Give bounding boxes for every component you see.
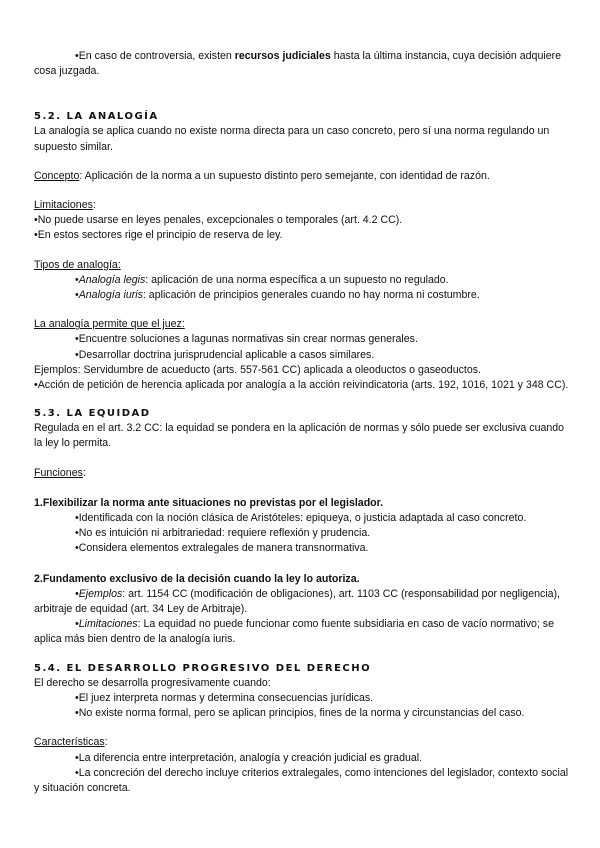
bullet: • bbox=[75, 289, 79, 302]
limitaciones-label bbox=[34, 198, 570, 213]
list-item bbox=[34, 273, 570, 288]
permite-label: La analogía permite que el juez: bbox=[34, 318, 185, 331]
tipo-name: Analogía iuris bbox=[78, 289, 143, 302]
ejemplos-text: : art. 1154 CC (modificación de obligaciones), art. 1103 CC (responsabilidad por negligencia), arbitraje de equidad (art. 34 Ley de Arbitraje). bbox=[34, 587, 560, 616]
funciones-label-text: Funciones bbox=[34, 466, 83, 479]
caracteristicas-label-text: Características bbox=[34, 736, 105, 749]
bullet: • bbox=[75, 273, 79, 286]
limitaciones-label-text: Limitaciones bbox=[34, 199, 93, 212]
list-item: •No es intuición ni arbitrariedad: requiere reflexión y prudencia. bbox=[75, 527, 371, 540]
ejemplos-label: •Ejemplos bbox=[75, 587, 123, 600]
list-item: •La diferencia entre interpretación, analogía y creación judicial es gradual. bbox=[75, 751, 423, 764]
ejemplos-line: Ejemplos: Servidumbre de acueducto (arts. 557-561 CC) aplicada a oleoductos o gaseoductos. bbox=[34, 363, 481, 376]
desarrollo-definition: El derecho se desarrolla progresivamente cuando: bbox=[34, 676, 271, 689]
funcion-2-title: 2.Fundamento exclusivo de la decisión cuando la ley lo autoriza. bbox=[34, 572, 360, 585]
list-item: •Desarrollar doctrina jurisprudencial aplicable a casos similares. bbox=[75, 348, 375, 361]
limitaciones-paragraph bbox=[34, 617, 570, 647]
list-item bbox=[34, 288, 570, 303]
concepto-label: Concepto bbox=[34, 169, 80, 182]
list-item: •Considera elementos extralegales de manera transnormativa. bbox=[75, 542, 369, 555]
tipo-text: : aplicación de principios generales cuando no hay norma ni costumbre. bbox=[142, 289, 480, 302]
equidad-definition: Regulada en el art. 3.2 CC: la equidad se pondera en la aplicación de normas y sólo puede ser exclusiva cuando la ley lo permita. bbox=[34, 422, 565, 450]
tipo-name: Analogía legis bbox=[78, 273, 146, 286]
limitaciones-italic-label: •Limitaciones bbox=[75, 618, 138, 631]
list-item: •El juez interpreta normas y determina consecuencias jurídicas. bbox=[75, 691, 374, 704]
list-item: •No existe norma formal, pero se aplican principios, fines de la norma y circunstancias del caso. bbox=[75, 707, 525, 720]
intro-bold-text: recursos judiciales bbox=[234, 50, 331, 62]
accion-paragraph: •Acción de petición de herencia aplicada por analogía a la acción reivindicatoria (arts. 192, 1016, 1021 y 348 CC). bbox=[34, 379, 569, 392]
analogia-definition: La analogía se aplica cuando no existe norma directa para un caso concreto, pero sí una norma regulando un supuesto similar. bbox=[34, 125, 550, 153]
document-page bbox=[34, 49, 570, 796]
funciones-label bbox=[34, 466, 570, 481]
concepto-text: : Aplicación de la norma a un supuesto distinto pero semejante, con identidad de razón. bbox=[79, 169, 490, 182]
funciones-colon: : bbox=[82, 466, 86, 479]
caracteristicas-colon: : bbox=[104, 736, 108, 749]
limitaciones-text: : La equidad no puede funcionar como fuente subsidiaria en caso de vacío normativo; se aplica más bien dentro de la analogía iuris. bbox=[34, 618, 554, 646]
section-heading-analogia: 5.2. LA ANALOGÍA bbox=[34, 111, 159, 123]
list-item: •En estos sectores rige el principio de reserva de ley. bbox=[34, 229, 283, 242]
ejemplos-paragraph bbox=[34, 587, 570, 617]
concepto-line bbox=[34, 169, 570, 184]
tipo-text: : aplicación de una norma específica a un supuesto no regulado. bbox=[145, 273, 449, 286]
section-heading-equidad: 5.3. LA EQUIDAD bbox=[34, 408, 151, 420]
list-item: •Encuentre soluciones a lagunas normativas sin crear normas generales. bbox=[75, 333, 418, 346]
section-heading-desarrollo: 5.4. EL DESARROLLO PROGRESIVO DEL DERECHO bbox=[34, 662, 372, 674]
list-item: •La concreción del derecho incluye criterios extralegales, como intenciones del legislador, contexto social y situación concreta. bbox=[34, 766, 569, 794]
intro-text: •En caso de controversia, existen bbox=[75, 50, 235, 62]
tipos-label: Tipos de analogía: bbox=[34, 258, 121, 271]
limitaciones-colon: : bbox=[92, 199, 96, 212]
funcion-1-title: 1.Flexibilizar la norma ante situaciones no previstas por el legislador. bbox=[34, 496, 384, 509]
caracteristicas-label bbox=[34, 735, 570, 750]
intro-paragraph bbox=[34, 49, 570, 79]
list-item: •Identificada con la noción clásica de Aristóteles: epiqueya, o justicia adaptada al caso concreto. bbox=[75, 512, 527, 525]
intro-text-end: hasta la última instancia, cuya decisión adquiere cosa juzgada. bbox=[34, 50, 562, 78]
list-item: •No puede usarse en leyes penales, excepcionales o temporales (art. 4.2 CC). bbox=[34, 214, 403, 227]
